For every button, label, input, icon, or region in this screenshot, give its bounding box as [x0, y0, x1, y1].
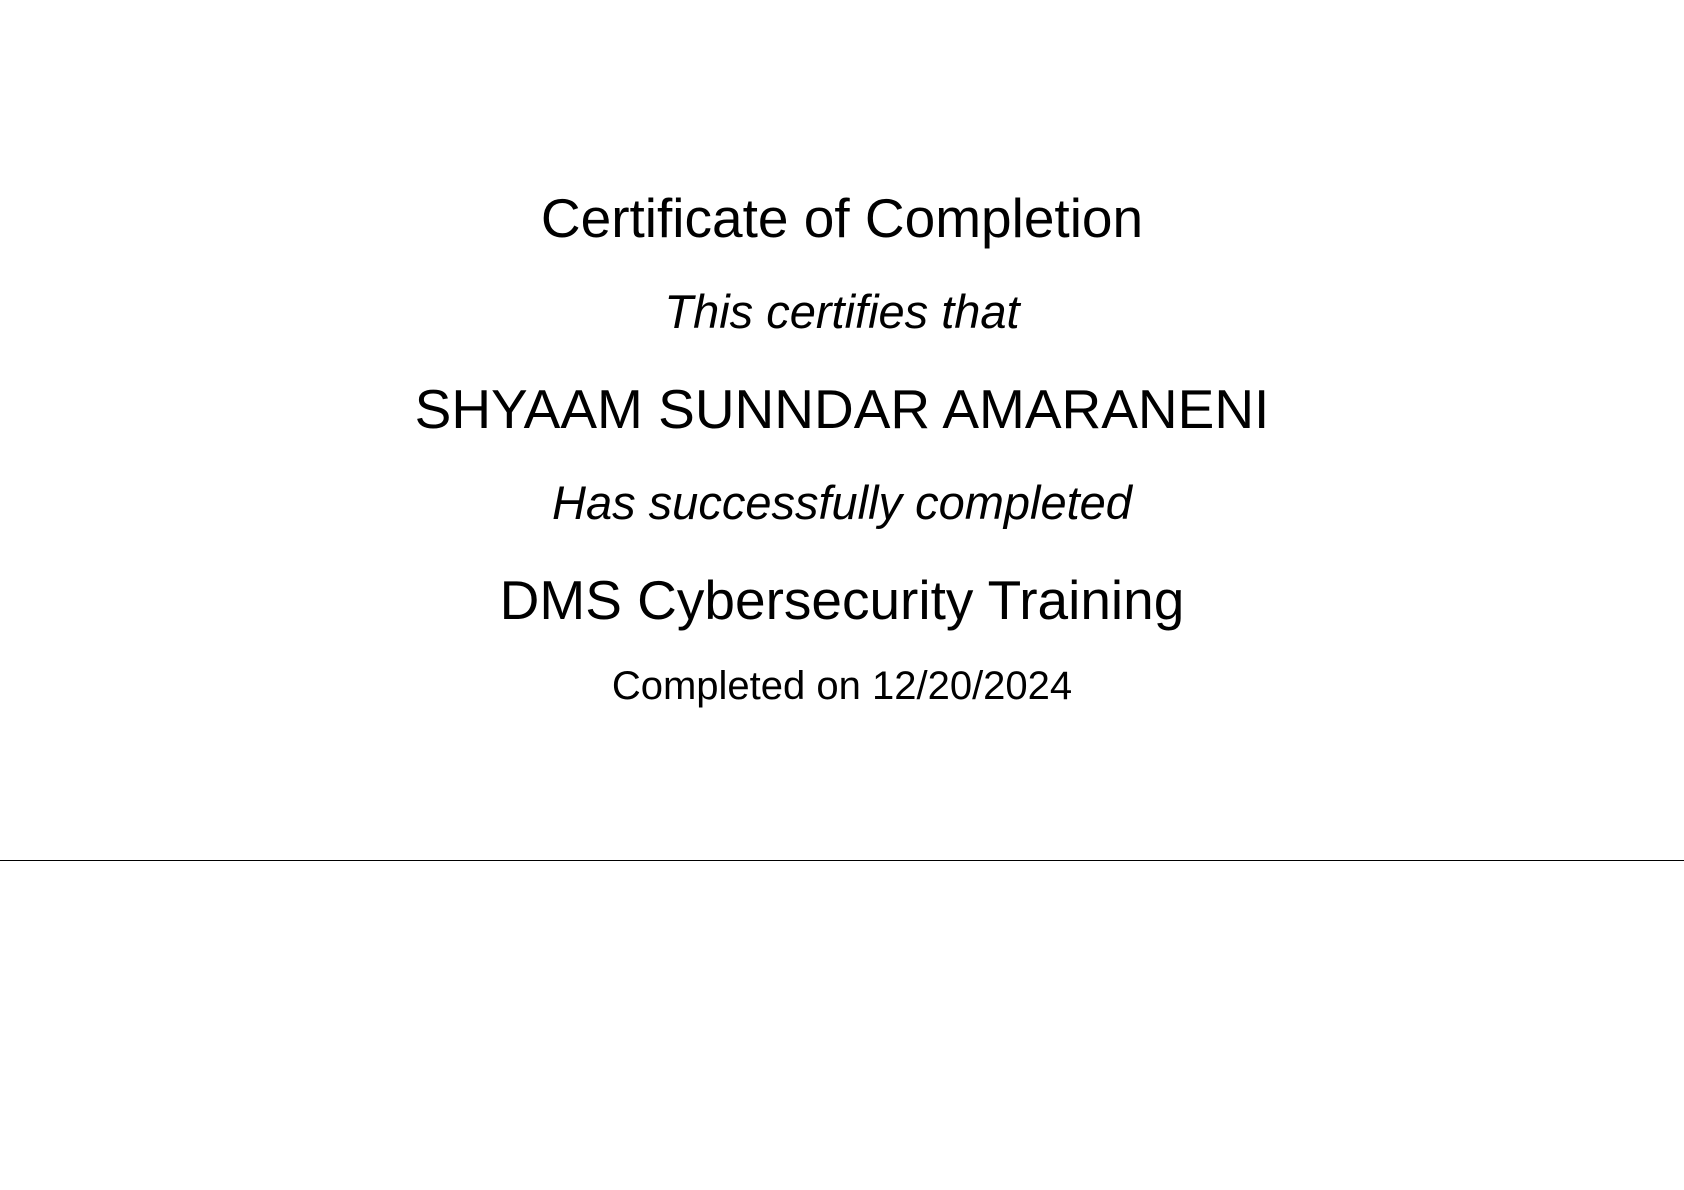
course-name: DMS Cybersecurity Training — [499, 569, 1185, 631]
certifies-text: This certifies that — [664, 285, 1020, 338]
certificate-title: Certificate of Completion — [540, 187, 1144, 249]
signature-divider — [0, 860, 1684, 861]
completed-text: Has successfully completed — [552, 476, 1132, 529]
recipient-name: SHYAAM SUNNDAR AMARANENI — [414, 378, 1270, 440]
completion-date: Completed on 12/20/2024 — [611, 664, 1073, 708]
